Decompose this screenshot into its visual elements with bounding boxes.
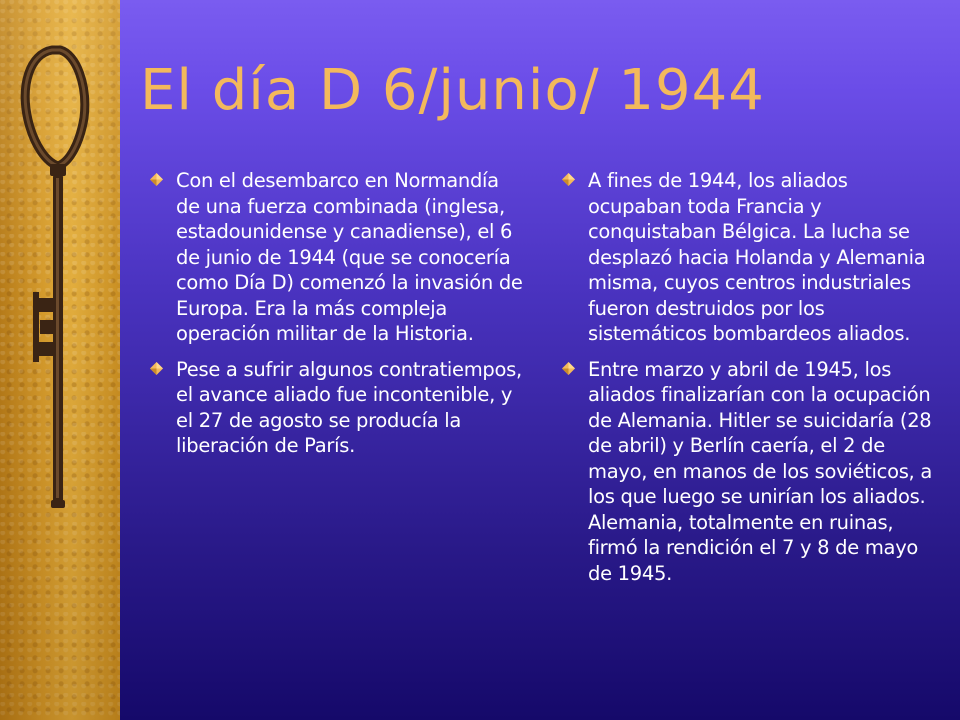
bullet-item <box>558 357 938 587</box>
sidebar-texture <box>0 0 120 720</box>
diamond-bullet-icon <box>150 362 163 375</box>
left-column <box>146 168 526 469</box>
bullet-text: A fines de 1944, los aliados ocupaban toda Francia y conquistaban Bélgica. La lucha se desplazó hacia Holanda y Alemania misma, cuyos centros industriales fueron destruidos por los sistemáticos bombardeos aliados. <box>588 169 926 345</box>
bullet-item <box>146 357 526 459</box>
antique-key-icon <box>0 30 120 550</box>
bullet-item <box>558 168 938 347</box>
diamond-bullet-icon <box>150 173 163 186</box>
slide-title: El día D 6/junio/ 1944 <box>140 58 765 123</box>
bullet-text: Pese a sufrir algunos contratiempos, el avance aliado fue incontenible, y el 27 de agosto se producía la liberación de París. <box>176 357 522 457</box>
right-column <box>558 168 938 596</box>
diamond-bullet-icon <box>562 362 575 375</box>
diamond-bullet-icon <box>562 173 575 186</box>
bullet-item <box>146 168 526 347</box>
bullet-text: Con el desembarco en Normandía de una fuerza combinada (inglesa, estadounidense y canadiense), el 6 de junio de 1944 (que se conocería como Día D) comenzó la invasión de Europa. Era la más compleja operación militar de la Historia. <box>176 169 523 345</box>
bullet-text: Entre marzo y abril de 1945, los aliados finalizarían con la ocupación de Alemania. Hitler se suicidaría (28 de abril) y Berlín caería, el 2 de mayo, en manos de los soviéticos, a los que luego se unirían los aliados. Alemania, totalmente en ruinas, firmó la rendición el 7 y 8 de mayo de 1945. <box>588 357 933 585</box>
